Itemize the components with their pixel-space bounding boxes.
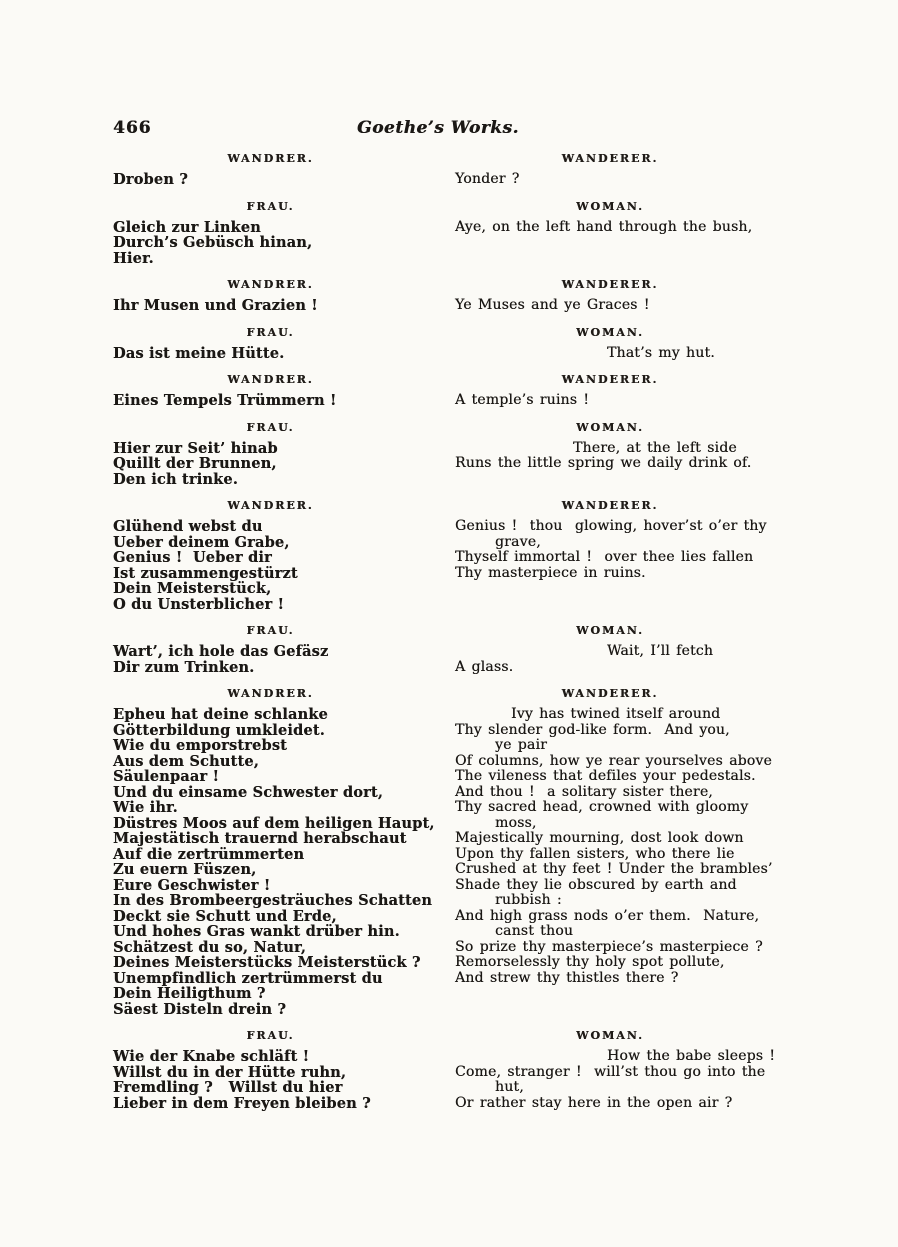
speaker-name: FRAU.	[246, 1029, 295, 1042]
speaker-name: WOMAN.	[576, 325, 644, 339]
page-header	[113, 118, 763, 140]
dialogue-section-right-0	[455, 140, 765, 188]
speaker-name: WANDRER.	[227, 499, 314, 512]
verse-line: Ihr Musen und Grazien !	[113, 297, 318, 314]
dialogue-section-right-6	[455, 487, 765, 581]
verse-line: Säest Disteln drein ?	[113, 1000, 287, 1018]
verse-line: Thyself immortal ! over thee lies fallen	[455, 549, 754, 565]
verse-line: Thy masterpiece in ruins.	[455, 564, 646, 581]
verse-line: Deckt sie Schutt und Erde,	[113, 907, 337, 925]
speaker-name: WANDERER.	[561, 278, 659, 291]
verse-line: Den ich trinke.	[113, 470, 239, 488]
verse-line: Wart’, ich hole das Gefäsz	[113, 643, 329, 660]
verse-line: moss,	[495, 814, 537, 831]
verse-line: Dein Heiligthum ?	[113, 985, 266, 1002]
verse-line: Droben ?	[113, 171, 188, 188]
dialogue-section-right-3	[455, 314, 765, 362]
speaker-name: FRAU.	[246, 199, 295, 213]
speaker-name: FRAU.	[246, 624, 295, 637]
dialogue-section-right-9	[455, 1017, 776, 1111]
dialogue-section-left-5	[113, 409, 428, 488]
verse-line: Epheu hat deine schlanke	[113, 706, 328, 723]
verse-line: Shade they lie obscured by earth and	[455, 876, 737, 893]
verse-line: Crushed at thy feet ! Under the brambles’	[455, 861, 773, 877]
speaker-name: WOMAN.	[576, 1029, 644, 1042]
dialogue-section-left-6	[113, 487, 428, 612]
speaker-name: FRAU.	[246, 325, 295, 339]
verse-line: hut,	[495, 1079, 524, 1095]
verse-line: Dein Meisterstück,	[113, 580, 272, 597]
verse-line: rubbish :	[495, 892, 562, 908]
speaker-name: WOMAN.	[576, 420, 644, 434]
verse-line: Unempfindlich zertrümmerst du	[113, 969, 383, 987]
verse-line: Of columns, how ye rear yourselves above	[455, 752, 772, 769]
verse-line: Eure Geschwister !	[113, 876, 271, 894]
verse-line: Ivy has twined itself around	[511, 706, 721, 722]
dialogue-section-right-5	[455, 409, 765, 472]
speaker-name: WANDERER.	[561, 687, 659, 700]
dialogue-section-left-8	[113, 675, 435, 1018]
verse-line: Yonder ?	[455, 171, 520, 187]
verse-line: Runs the little spring we daily drink of.	[455, 455, 752, 471]
page-number: 466	[113, 118, 152, 138]
verse-line: And high grass nods o’er them. Nature,	[455, 907, 760, 924]
verse-line: Genius ! thou glowing, hover’st o’er thy	[455, 518, 767, 534]
verse-line: Und hohes Gras wankt drüber hin.	[113, 923, 400, 940]
speaker-name: WANDERER.	[561, 152, 659, 165]
verse-line: Hier.	[113, 249, 154, 267]
verse-line: Thy sacred head, crowned with gloomy	[455, 799, 749, 815]
speaker-name: WOMAN.	[576, 624, 644, 637]
dialogue-section-right-7	[455, 612, 765, 675]
verse-line: Willst du in der Hütte ruhn,	[113, 1063, 347, 1081]
verse-line: Wait, I’ll fetch	[607, 643, 714, 659]
verse-line: Majestically mourning, dost look down	[455, 830, 744, 846]
verse-line: Majestätisch trauernd herabschaut	[113, 830, 407, 847]
verse-line: Säulenpaar !	[113, 768, 220, 785]
verse-line: Remorselessly thy holy spot pollute,	[455, 954, 725, 970]
speaker-name: WOMAN.	[576, 199, 644, 213]
verse-line: So prize thy masterpiece’s masterpiece ?	[455, 938, 763, 955]
dialogue-section-left-0	[113, 140, 428, 188]
dialogue-section-right-2	[455, 266, 765, 314]
verse-line: Durch’s Gebüsch hinan,	[113, 234, 313, 251]
verse-line: O du Unsterblicher !	[113, 595, 285, 613]
verse-line: Auf die zertrümmerten	[113, 845, 305, 863]
verse-line: Upon thy fallen sisters, who there lie	[455, 845, 735, 862]
verse-line: grave,	[495, 533, 541, 550]
verse-line: Or rather stay here in the open air ?	[455, 1094, 733, 1111]
verse-line: Wie du emporstrebst	[113, 737, 288, 754]
speaker-name: WANDRER.	[227, 687, 314, 700]
verse-line: Fremdling ? Willst du hier	[113, 1079, 343, 1096]
speaker-name: WANDRER.	[227, 278, 314, 291]
verse-line: Deines Meisterstücks Meisterstück ?	[113, 954, 421, 971]
speaker-name: WANDERER.	[561, 373, 659, 386]
verse-line: A glass.	[455, 658, 514, 675]
verse-line: Wie der Knabe schläft !	[113, 1048, 310, 1065]
verse-line: Genius ! Ueber dir	[113, 549, 272, 566]
verse-line: In des Brombeergesträuches Schatten	[113, 892, 433, 909]
verse-line: Come, stranger ! will’st thou go into the	[455, 1063, 766, 1080]
verse-line: Thy slender god-like form. And you,	[455, 721, 730, 738]
verse-line: Götterbildung umkleidet.	[113, 721, 325, 739]
verse-line: Glühend webst du	[113, 518, 263, 535]
dialogue-section-right-4	[455, 361, 765, 409]
verse-line: Hier zur Seit’ hinab	[113, 439, 278, 457]
verse-line: Schätzest du so, Natur,	[113, 938, 307, 956]
verse-line: And strew thy thistles there ?	[455, 969, 679, 986]
verse-line: Lieber in dem Freyen bleiben ?	[113, 1094, 371, 1112]
dialogue-section-right-1	[455, 188, 765, 236]
dialogue-section-left-1	[113, 188, 428, 267]
running-title: Goethe’s Works.	[357, 118, 519, 138]
verse-line: Zu euern Füszen,	[113, 861, 257, 878]
speaker-name: FRAU.	[246, 420, 295, 434]
speaker-name: WANDERER.	[561, 499, 659, 512]
verse-line: Gleich zur Linken	[113, 218, 261, 236]
verse-line: And thou ! a solitary sister there,	[455, 783, 713, 800]
verse-line: Aye, on the left hand through the bush,	[455, 218, 753, 235]
verse-line: Düstres Moos auf dem heiligen Haupt,	[113, 814, 435, 832]
verse-line: canst thou	[495, 923, 574, 939]
verse-line: A temple’s ruins !	[455, 392, 590, 408]
verse-line: How the babe sleeps !	[607, 1048, 776, 1064]
verse-line: Wie ihr.	[113, 799, 178, 816]
dialogue-section-left-4	[113, 361, 428, 409]
dialogue-section-left-7	[113, 612, 428, 675]
verse-line: That’s my hut.	[607, 344, 715, 361]
verse-line: Eines Tempels Trümmern !	[113, 392, 337, 409]
text-columns	[113, 140, 898, 1111]
speaker-name: WANDRER.	[227, 373, 314, 386]
dialogue-section-right-8	[455, 675, 773, 986]
dialogue-section-left-2	[113, 266, 428, 314]
speaker-name: WANDRER.	[227, 152, 314, 165]
verse-line: Und du einsame Schwester dort,	[113, 783, 384, 801]
verse-line: Ist zusammengestürzt	[113, 564, 298, 582]
verse-line: Ye Muses and ye Graces !	[455, 297, 650, 313]
dialogue-section-left-9	[113, 1017, 428, 1111]
verse-line: Quillt der Brunnen,	[113, 455, 277, 472]
verse-line: Das ist meine Hütte.	[113, 344, 285, 362]
verse-line: Dir zum Trinken.	[113, 658, 255, 676]
dialogue-section-left-3	[113, 314, 428, 362]
verse-line: There, at the left side	[573, 439, 737, 456]
verse-line: The vileness that defiles your pedestals.	[455, 768, 756, 784]
verse-line: Aus dem Schutte,	[113, 752, 260, 770]
verse-line: ye pair	[495, 737, 548, 753]
verse-line: Ueber deinem Grabe,	[113, 533, 290, 551]
